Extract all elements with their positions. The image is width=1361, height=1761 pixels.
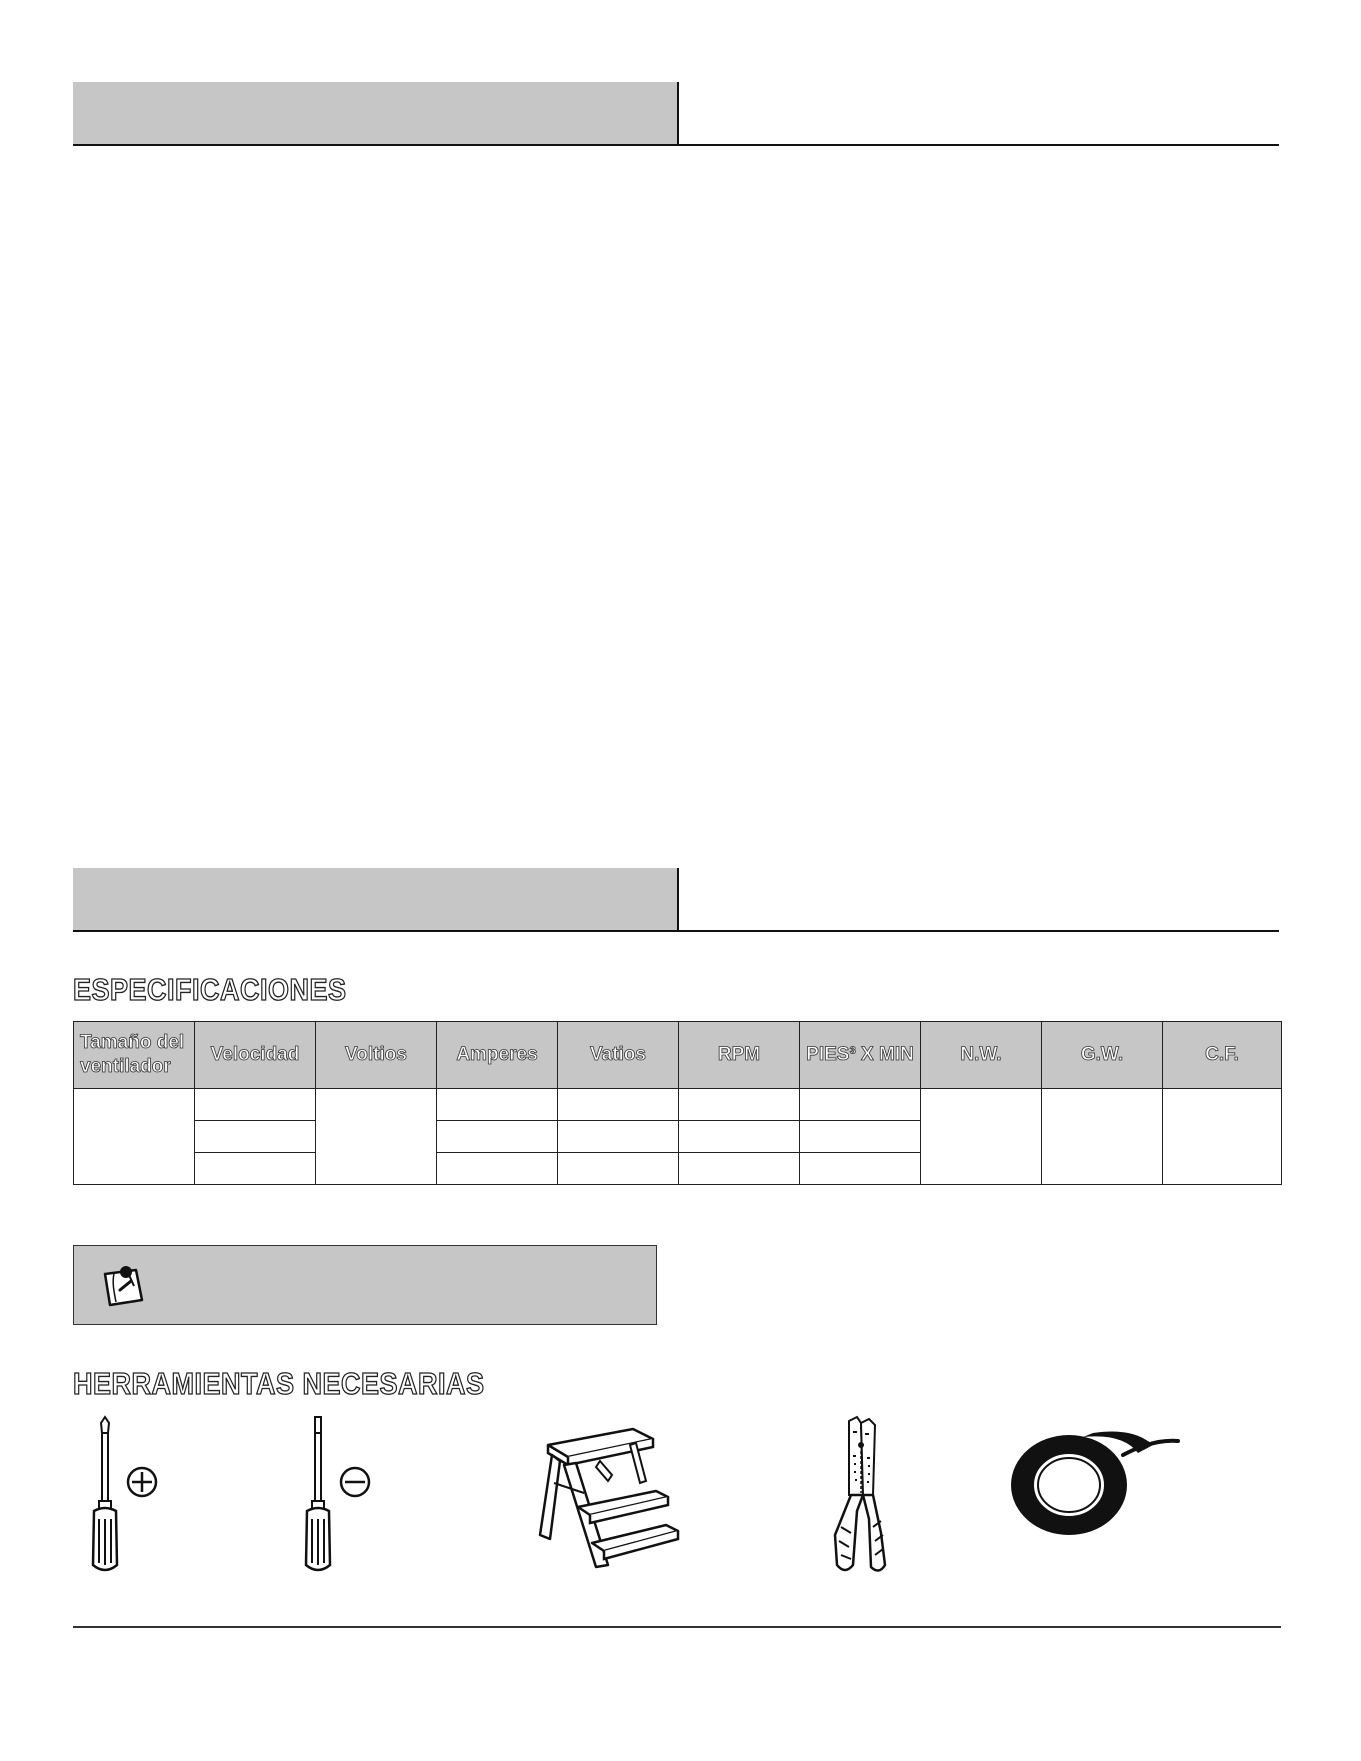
tools-title: HERRAMIENTAS NECESARIAS xyxy=(73,1367,485,1401)
flathead-screwdriver-icon xyxy=(301,1415,391,1580)
wire-stripper-icon xyxy=(813,1415,903,1580)
electrical-tape-icon xyxy=(1003,1415,1183,1535)
col-header-net-weight: N.W. xyxy=(921,1022,1042,1089)
note-box xyxy=(73,1245,657,1325)
cell-amperes xyxy=(437,1121,558,1153)
cell-net-weight xyxy=(921,1089,1042,1185)
cell-speed xyxy=(195,1153,316,1185)
specs-title: ESPECIFICACIONES xyxy=(73,973,347,1007)
col-header-watts: Vatios xyxy=(558,1022,679,1089)
cell-volts xyxy=(316,1089,437,1185)
cell-amperes xyxy=(437,1089,558,1121)
section-header-rule xyxy=(73,144,1279,146)
bottom-rule xyxy=(73,1626,1281,1628)
cell-rpm xyxy=(679,1089,800,1121)
phillips-screwdriver-icon xyxy=(88,1415,178,1580)
cell-gross-weight xyxy=(1042,1089,1163,1185)
cell-cfm xyxy=(800,1121,921,1153)
section-header-divider xyxy=(677,82,679,146)
cell-cubic-feet xyxy=(1163,1089,1282,1185)
section-header-specs xyxy=(73,868,1279,932)
tools-row xyxy=(73,1415,1281,1585)
col-header-rpm: RPM xyxy=(679,1022,800,1089)
step-ladder-icon xyxy=(538,1415,688,1585)
specifications-table xyxy=(73,1021,1282,1185)
cell-cfm xyxy=(800,1089,921,1121)
col-header-cubic-feet: C.F. xyxy=(1163,1022,1282,1089)
table-row xyxy=(74,1089,1282,1121)
section-header-band xyxy=(73,868,677,931)
table-header-row xyxy=(74,1022,1282,1089)
section-header-rule xyxy=(73,930,1279,932)
section-header-divider xyxy=(677,868,679,932)
section-header-band xyxy=(73,82,677,145)
cell-rpm xyxy=(679,1121,800,1153)
col-header-speed: Velocidad xyxy=(195,1022,316,1089)
col-header-amperes: Amperes xyxy=(437,1022,558,1089)
cell-speed xyxy=(195,1089,316,1121)
section-header-top xyxy=(73,82,1279,146)
cell-speed xyxy=(195,1121,316,1153)
col-header-gross-weight: G.W. xyxy=(1042,1022,1163,1089)
cell-watts xyxy=(558,1089,679,1121)
pushpin-note-icon xyxy=(100,1260,150,1310)
col-header-volts: Voltios xyxy=(316,1022,437,1089)
cell-fan-size xyxy=(74,1089,195,1185)
cell-watts xyxy=(558,1153,679,1185)
cell-amperes xyxy=(437,1153,558,1185)
col-header-fan-size: Tamaño del ventilador xyxy=(74,1022,195,1089)
cell-rpm xyxy=(679,1153,800,1185)
cell-watts xyxy=(558,1121,679,1153)
cell-cfm xyxy=(800,1153,921,1185)
col-header-cfm: PIES³ X MIN xyxy=(800,1022,921,1089)
